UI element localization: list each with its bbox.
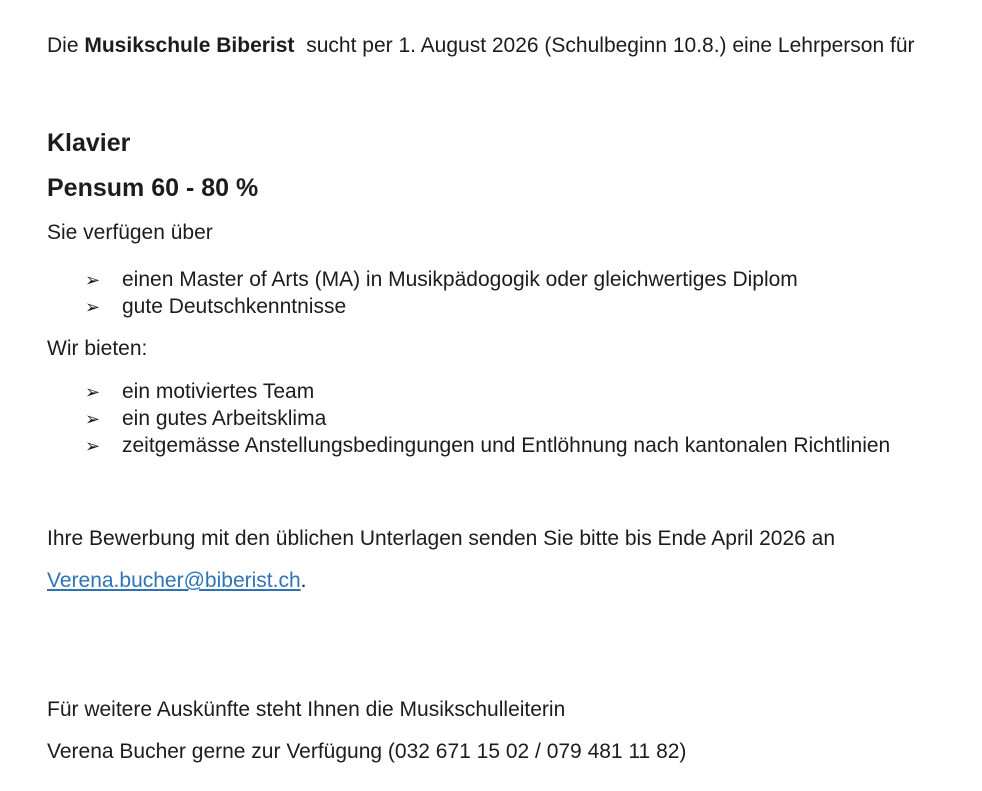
email-period: . (300, 569, 307, 592)
requirements-heading: Sie verfügen über (47, 221, 213, 244)
arrow-bullet-icon: ➢ (85, 382, 101, 402)
arrow-bullet-icon: ➢ (85, 409, 101, 429)
offer-text: zeitgemässe Anstellungsbedingungen und Entlöhnung nach kantonalen Richtlinien (122, 434, 891, 457)
intro-prefix: Die (47, 34, 85, 57)
offer-item (47, 432, 942, 459)
contact-line-2: Verena Bucher gerne zur Verfügung (032 671 15 02 / 079 481 11 82) (47, 740, 687, 763)
offer-item (47, 405, 942, 432)
email-line (47, 568, 942, 594)
job-title: Klavier (47, 129, 131, 157)
requirement-item (47, 266, 942, 293)
offer-list (47, 378, 942, 459)
offer-text: ein gutes Arbeitsklima (122, 407, 327, 430)
requirements-list (47, 266, 942, 320)
offer-item (47, 378, 942, 405)
requirement-item (47, 293, 942, 320)
requirement-text: gute Deutschkenntnisse (122, 295, 347, 318)
offer-text: ein motiviertes Team (122, 380, 315, 403)
arrow-bullet-icon: ➢ (85, 436, 101, 456)
arrow-bullet-icon: ➢ (85, 297, 101, 317)
intro-line (47, 33, 942, 59)
application-instruction: Ihre Bewerbung mit den üblichen Unterlagen senden Sie bitte bis Ende April 2026 an (47, 527, 836, 550)
intro-suffix: sucht per 1. August 2026 (Schulbeginn 10.8.) eine Lehrperson für (300, 34, 915, 57)
workload-heading: Pensum 60 - 80 % (47, 174, 259, 202)
requirement-text: einen Master of Arts (MA) in Musikpädogogik oder gleichwertiges Diplom (122, 268, 798, 291)
contact-line-1: Für weitere Auskünfte steht Ihnen die Musikschulleiterin (47, 698, 566, 721)
offer-heading: Wir bieten: (47, 337, 148, 360)
arrow-bullet-icon: ➢ (85, 270, 101, 290)
email-link[interactable]: Verena.bucher@biberist.ch (47, 569, 301, 592)
intro-employer-name: Musikschule Biberist (84, 34, 295, 57)
